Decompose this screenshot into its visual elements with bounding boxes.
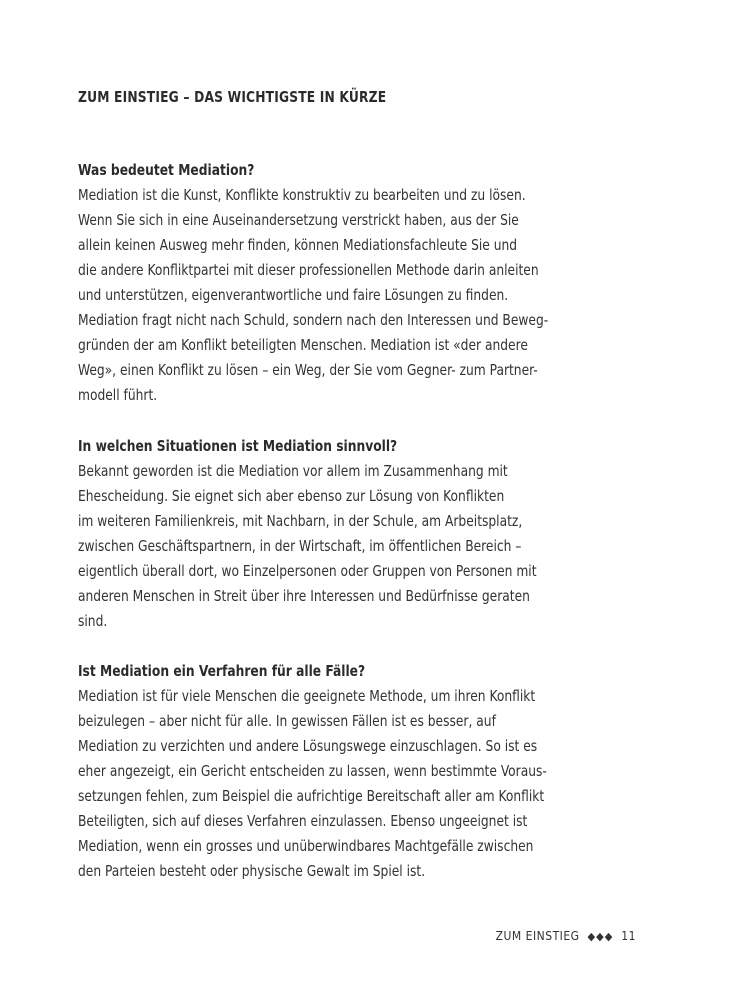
paragraph-line — [78, 809, 648, 834]
line-text: Mediation zu verzichten und andere Lösungswege einzuschlagen. So ist es — [78, 737, 538, 755]
chapter-title-text: ZUM EINSTIEG – DAS WICHTIGSTE IN KÜRZE — [78, 88, 387, 106]
section-what-is-mediation — [78, 158, 648, 408]
line-text: Mediation ist die Kunst, Konflikte konstruktiv zu bearbeiten und zu lösen. — [78, 186, 526, 204]
paragraph-line — [78, 333, 648, 358]
paragraph-line — [78, 859, 648, 884]
section-when-useful — [78, 434, 648, 634]
chapter-title — [78, 88, 428, 106]
heading-text: Ist Mediation ein Verfahren für alle Fälle? — [78, 662, 366, 680]
line-text: zwischen Geschäftspartnern, in der Wirtschaft, im öffentlichen Bereich – — [78, 537, 522, 555]
line-text: anderen Menschen in Streit über ihre Interessen und Bedürfnisse geraten — [78, 587, 530, 605]
paragraph-line — [78, 358, 648, 383]
paragraph-line — [78, 459, 648, 484]
line-text: Bekannt geworden ist die Mediation vor allem im Zusammenhang mit — [78, 462, 508, 480]
paragraph-line — [78, 684, 648, 709]
running-head: ZUM EINSTIEG — [495, 929, 580, 943]
line-text: die andere Konfliktpartei mit dieser professionellen Methode darin anleiten — [78, 261, 539, 279]
section-heading — [78, 659, 648, 684]
paragraph-line — [78, 308, 648, 333]
line-text: eigentlich überall dort, wo Einzelpersonen oder Gruppen von Personen mit — [78, 562, 537, 580]
page-footer — [496, 929, 636, 943]
paragraph-line — [78, 484, 648, 509]
line-text: modell führt. — [78, 386, 158, 404]
heading-text: Was bedeutet Mediation? — [78, 161, 255, 179]
line-text: Ehescheidung. Sie eignet sich aber ebenso zur Lösung von Konflikten — [78, 487, 505, 505]
paragraph-line — [78, 734, 648, 759]
line-text: sind. — [78, 612, 108, 630]
diamond-ornament-icon: ◆◆◆ — [587, 930, 614, 943]
paragraph-line — [78, 258, 648, 283]
paragraph-line — [78, 208, 648, 233]
paragraph-line — [78, 534, 648, 559]
line-text: Beteiligten, sich auf dieses Verfahren einzulassen. Ebenso ungeeignet ist — [78, 812, 528, 830]
page-number: 11 — [621, 929, 636, 943]
paragraph-line — [78, 183, 648, 208]
paragraph-line — [78, 283, 648, 308]
line-text: setzungen fehlen, zum Beispiel die aufrichtige Bereitschaft aller am Konflikt — [78, 787, 545, 805]
line-text: Mediation ist für viele Menschen die geeignete Methode, um ihren Konflikt — [78, 687, 536, 705]
paragraph-line — [78, 509, 648, 534]
paragraph-line — [78, 784, 648, 809]
section-heading — [78, 434, 648, 459]
paragraph-line — [78, 584, 648, 609]
paragraph-line — [78, 609, 648, 634]
section-heading — [78, 158, 648, 183]
line-text: gründen der am Konflikt beteiligten Menschen. Mediation ist «der andere — [78, 336, 528, 354]
paragraph-line — [78, 383, 648, 408]
line-text: Mediation fragt nicht nach Schuld, sondern nach den Interessen und Beweg- — [78, 311, 549, 329]
line-text: eher angezeigt, ein Gericht entscheiden zu lassen, wenn bestimmte Voraus- — [78, 762, 547, 780]
paragraph-line — [78, 559, 648, 584]
paragraph-line — [78, 759, 648, 784]
line-text: allein keinen Ausweg mehr finden, können Mediationsfachleute Sie und — [78, 236, 518, 254]
line-text: Weg», einen Konflikt zu lösen – ein Weg, der Sie vom Gegner- zum Partner- — [78, 361, 538, 379]
paragraph-line — [78, 233, 648, 258]
heading-text: In welchen Situationen ist Mediation sinnvoll? — [78, 437, 398, 455]
line-text: den Parteien besteht oder physische Gewalt im Spiel ist. — [78, 862, 426, 880]
paragraph-line — [78, 709, 648, 734]
paragraph-line — [78, 834, 648, 859]
line-text: Mediation, wenn ein grosses und unüberwindbares Machtgefälle zwischen — [78, 837, 534, 855]
line-text: im weiteren Familienkreis, mit Nachbarn, in der Schule, am Arbeitsplatz, — [78, 512, 523, 530]
line-text: beizulegen – aber nicht für alle. In gewissen Fällen ist es besser, auf — [78, 712, 496, 730]
line-text: Wenn Sie sich in eine Auseinandersetzung verstrickt haben, aus der Sie — [78, 211, 519, 229]
line-text: und unterstützen, eigenverantwortliche und faire Lösungen zu finden. — [78, 286, 509, 304]
section-for-all-cases — [78, 659, 648, 884]
